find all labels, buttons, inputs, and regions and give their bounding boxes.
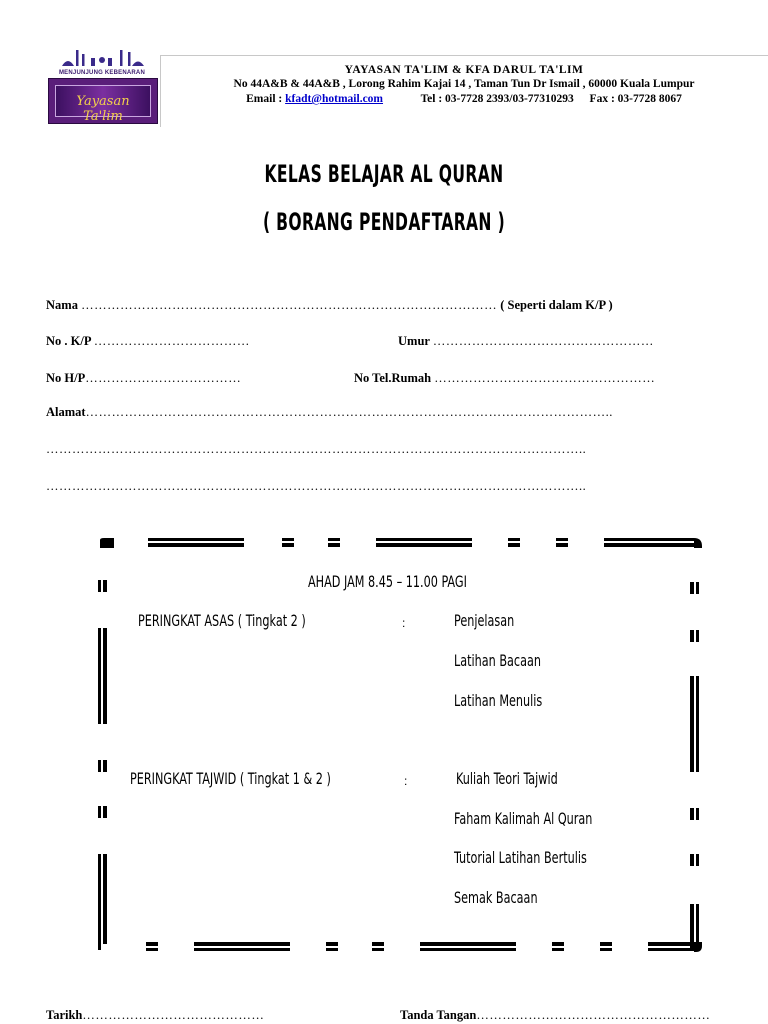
- tel-rumah-blank[interactable]: ……………………………………………: [434, 371, 656, 385]
- telephone: Tel : 03-7728 2393/03-77310293: [420, 93, 574, 105]
- tanda-tangan-field[interactable]: [400, 1008, 710, 1023]
- alamat-label: Alamat: [46, 405, 86, 419]
- kp-label: No . K/P: [46, 334, 91, 348]
- kp-blank[interactable]: ………………………………: [93, 334, 250, 348]
- nama-note: ( Seperti dalam K/P ): [500, 298, 613, 312]
- asas-colon: :: [402, 616, 406, 630]
- tajwid-colon: :: [404, 774, 408, 788]
- tanda-tangan-label: Tanda Tangan: [400, 1008, 477, 1022]
- tarikh-label: Tarikh: [46, 1008, 83, 1022]
- organization-address: No 44A&B & 44A&B , Lorong Rahim Kajai 14 , Taman Tun Dr Ismail , 60000 Kuala Lumpur: [233, 78, 695, 90]
- asas-item: Penjelasan: [454, 611, 515, 630]
- tajwid-level-label: PERINGKAT TAJWID ( Tingkat 1 & 2 ): [130, 769, 331, 788]
- nama-blank[interactable]: ……………………………………………………………………………………: [81, 298, 498, 312]
- tajwid-item: Tutorial Latihan Bertulis: [454, 848, 587, 867]
- hp-field[interactable]: [46, 371, 241, 386]
- tel-rumah-label: No Tel.Rumah: [354, 371, 432, 385]
- schedule-frame: [96, 534, 706, 956]
- alamat-blank-2[interactable]: ……………………………………………………………………………………………………………..: [46, 442, 587, 456]
- tarikh-field[interactable]: [46, 1008, 264, 1023]
- email-label: Email :: [246, 93, 286, 105]
- tanda-tangan-blank[interactable]: ………………………………………………: [476, 1008, 711, 1022]
- schedule-time: AHAD JAM 8.45 – 11.00 PAGI: [308, 572, 467, 591]
- alamat-field[interactable]: [46, 405, 613, 420]
- organization-name: YAYASAN TA'LIM & KFA DARUL TA'LIM: [344, 64, 584, 76]
- kp-field[interactable]: [46, 334, 250, 349]
- logo-motto: MENJUNJUNG KEBENARAN: [58, 70, 145, 76]
- page-subtitle: ( BORANG PENDAFTARAN ): [262, 208, 506, 236]
- nama-label: Nama: [46, 298, 78, 312]
- alamat-blank-3[interactable]: ……………………………………………………………………………………………………………..: [46, 479, 587, 493]
- hp-blank[interactable]: ………………………………: [85, 371, 242, 385]
- hp-label: No H/P: [46, 371, 86, 385]
- umur-label: Umur: [398, 334, 430, 348]
- umur-blank[interactable]: ……………………………………………: [432, 334, 654, 348]
- alamat-blank-1[interactable]: …………………………………………………………………………………………………………..: [85, 405, 613, 419]
- logo-banner: [48, 78, 158, 124]
- email-link[interactable]: kfadt@hotmail.com: [285, 93, 384, 105]
- asas-item: Latihan Menulis: [454, 691, 543, 710]
- header-divider: [160, 55, 768, 56]
- contact-line: [160, 93, 768, 105]
- calligraphy-icon: [46, 46, 158, 70]
- organization-logo: [46, 46, 158, 126]
- page-title: KELAS BELAJAR AL QURAN: [264, 160, 504, 188]
- tarikh-blank[interactable]: ……………………………………: [82, 1008, 265, 1022]
- asas-item: Latihan Bacaan: [454, 651, 541, 670]
- logo-name: Yayasan Ta'lim: [76, 94, 130, 124]
- nama-field[interactable]: [46, 298, 613, 313]
- asas-level-label: PERINGKAT ASAS ( Tingkat 2 ): [138, 611, 306, 630]
- alamat-line-2[interactable]: [46, 442, 586, 457]
- fax: Fax : 03-7728 8067: [589, 93, 682, 105]
- alamat-line-3[interactable]: [46, 479, 586, 494]
- tel-rumah-field[interactable]: [354, 371, 655, 386]
- umur-field[interactable]: [398, 334, 654, 349]
- tajwid-item: Faham Kalimah Al Quran: [454, 809, 593, 828]
- tajwid-item: Kuliah Teori Tajwid: [456, 769, 558, 788]
- tajwid-item: Semak Bacaan: [454, 888, 538, 907]
